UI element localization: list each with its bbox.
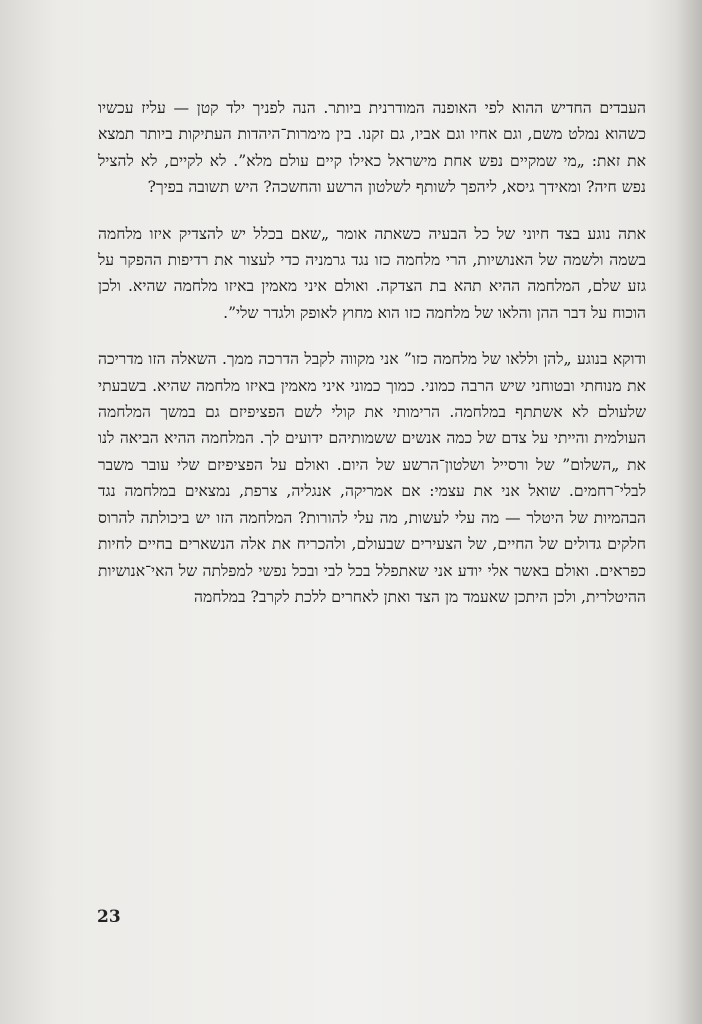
paragraph-2: אתה נוגע בצד חיוני של כל הבעיה כשאתה אומר „שאם בכלל יש להצדיק איזו מלחמה בשמה ולשמה של האנושיות, הרי מלחמה כזו נגד גרמניה כדי לעצור את רדיפות ההפקר על גזע שלם, המלחמה ההיא תהא בת הצדקה. ואולם איני מאמין באיזו מלחמה שהיא. ולכן הוכוח על דבר ההן והלאו של מלחמה כזו הוא מחוץ לאופק ולגדר שלי”. xyxy=(98,224,646,322)
body-text xyxy=(98,95,646,610)
page-number: 23 xyxy=(97,907,121,927)
page-edge-shadow xyxy=(676,0,702,1024)
paragraph-3: ודוקא בנוגע „להן וללאו של מלחמה כזו” אני מקווה לקבל הדרכה ממך. השאלה הזו מדריכה את מנוחתי ובטוחני שיש הרבה כמוני. כמוך כמוני איני מאמין באיזו מלחמה שהיא. בשבעתי שלעולם לא אשתתף במלחמה. הרימותי את קולי לשם הפציפיזם גם במשך המלחמה העולמית והייתי על צדם של כמה אנשים ששמותיהם ידועים לך. המלחמה ההיא הביאה לנו את „השלום” של ורסייל ושלטון־הרשע של היום. ואולם על הפציפיזם שלי עובר משבר לבלי־רחמים. שואל אני את עצמי: אם אמריקה, אנגליה, צרפת, נמצאים במלחמה נגד הבהמיות של היטלר — מה עלי לעשות, מה עלי להורות? המלחמה הזו יש ביכולתה להרוס חלקים גדולים של החיים, של הצעירים שבעולם, ולהכריח את אלה הנשארים בחיים לחיות כפראים. ואולם באשר אלי יודע אני שאתפלל בכל לבי ובכל נפשי למפלתה של האי־אנושיות ההיטלרית, ולכן היתכן שאעמד מן הצד ואתן לאחרים ללכת לקרב? במלחמה xyxy=(98,350,646,606)
paragraph-1: העבדים החדיש ההוא לפי האופנה המודרנית ביותר. הנה לפניך ילד קטן — עליז עכשיו כשהוא נמלט משם, וגם אחיו וגם אביו, גם זקנו. בין מימרות־היהדות העתיקות ביותר תמצא את זאת: „מי שמקיים נפש אחת מישראל כאילו קיים עולם מלא”. לא לקיים, לא להציל נפש חיה? ומאידך גיסא, ליהפך לשותף לשלטון הרשע והחשכה? היש תשובה בפיך? xyxy=(98,99,646,197)
